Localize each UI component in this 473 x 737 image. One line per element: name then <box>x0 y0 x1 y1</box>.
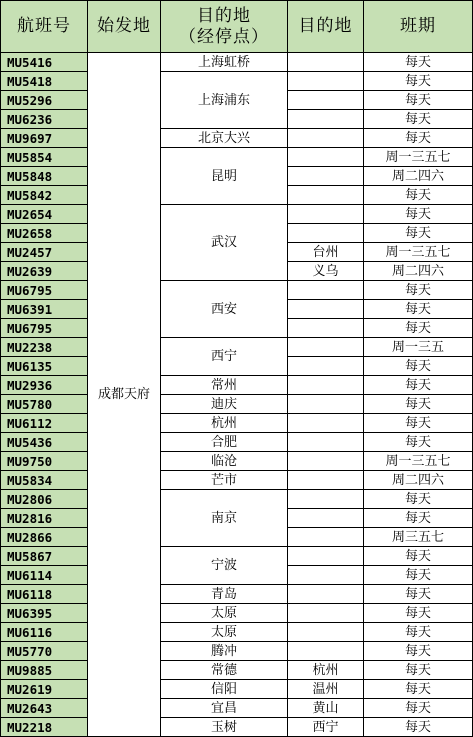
table-row <box>1 376 473 395</box>
final-destination-cell: 台州 <box>288 243 364 262</box>
final-destination-cell <box>288 338 364 357</box>
flight-number-cell: MU5867 <box>1 547 88 566</box>
final-destination-cell <box>288 433 364 452</box>
header-dest-via <box>161 1 288 53</box>
final-destination-cell: 杭州 <box>288 661 364 680</box>
final-destination-cell <box>288 224 364 243</box>
flight-number-cell: MU6116 <box>1 623 88 642</box>
flight-number-cell: MU6395 <box>1 604 88 623</box>
flight-number-cell: MU6236 <box>1 110 88 129</box>
schedule-cell: 每天 <box>364 300 473 319</box>
final-destination-cell <box>288 623 364 642</box>
schedule-cell: 周二四六 <box>364 167 473 186</box>
via-destination-cell: 西宁 <box>161 338 288 376</box>
flight-number-cell: MU2866 <box>1 528 88 547</box>
final-destination-cell <box>288 452 364 471</box>
flight-number-cell: MU6135 <box>1 357 88 376</box>
table-row <box>1 585 473 604</box>
table-row <box>1 53 473 72</box>
schedule-cell: 每天 <box>364 642 473 661</box>
table-row <box>1 623 473 642</box>
table-row <box>1 490 473 509</box>
schedule-cell: 每天 <box>364 680 473 699</box>
schedule-cell: 每天 <box>364 376 473 395</box>
final-destination-cell <box>288 72 364 91</box>
schedule-cell: 每天 <box>364 357 473 376</box>
via-destination-cell: 昆明 <box>161 148 288 205</box>
flight-number-cell: MU2619 <box>1 680 88 699</box>
schedule-cell: 每天 <box>364 186 473 205</box>
final-destination-cell <box>288 509 364 528</box>
flight-number-cell: MU5436 <box>1 433 88 452</box>
flight-number-cell: MU5770 <box>1 642 88 661</box>
table-row <box>1 471 473 490</box>
table-row <box>1 547 473 566</box>
via-destination-cell: 临沧 <box>161 452 288 471</box>
schedule-cell: 每天 <box>364 547 473 566</box>
flight-number-cell: MU9885 <box>1 661 88 680</box>
via-destination-cell: 宁波 <box>161 547 288 585</box>
final-destination-cell <box>288 604 364 623</box>
flight-number-cell: MU2806 <box>1 490 88 509</box>
final-destination-cell <box>288 205 364 224</box>
schedule-cell: 每天 <box>364 91 473 110</box>
header-row <box>1 1 473 53</box>
table-row <box>1 414 473 433</box>
final-destination-cell <box>288 471 364 490</box>
schedule-cell: 每天 <box>364 395 473 414</box>
schedule-cell: 每天 <box>364 490 473 509</box>
schedule-cell: 周三五七 <box>364 528 473 547</box>
schedule-cell: 每天 <box>364 661 473 680</box>
final-destination-cell: 西宁 <box>288 718 364 737</box>
schedule-cell: 每天 <box>364 699 473 718</box>
final-destination-cell <box>288 167 364 186</box>
schedule-cell: 每天 <box>364 110 473 129</box>
final-destination-cell: 黄山 <box>288 699 364 718</box>
flight-number-cell: MU2658 <box>1 224 88 243</box>
header-dest-via-line1: 目的地 <box>197 5 251 26</box>
final-destination-cell <box>288 585 364 604</box>
schedule-cell: 每天 <box>364 433 473 452</box>
flight-number-cell: MU5296 <box>1 91 88 110</box>
final-destination-cell <box>288 300 364 319</box>
schedule-cell: 每天 <box>364 224 473 243</box>
via-destination-cell: 太原 <box>161 623 288 642</box>
flight-number-cell: MU2639 <box>1 262 88 281</box>
flight-number-cell: MU6112 <box>1 414 88 433</box>
via-destination-cell: 玉树 <box>161 718 288 737</box>
table-row <box>1 395 473 414</box>
table-row <box>1 699 473 718</box>
via-destination-cell: 信阳 <box>161 680 288 699</box>
flight-number-cell: MU2457 <box>1 243 88 262</box>
via-destination-cell: 南京 <box>161 490 288 547</box>
table-row <box>1 281 473 300</box>
via-destination-cell: 腾冲 <box>161 642 288 661</box>
flight-number-cell: MU6795 <box>1 319 88 338</box>
flight-number-cell: MU2643 <box>1 699 88 718</box>
flight-number-cell: MU5416 <box>1 53 88 72</box>
flight-number-cell: MU6391 <box>1 300 88 319</box>
flight-number-cell: MU2936 <box>1 376 88 395</box>
final-destination-cell <box>288 148 364 167</box>
table-row <box>1 642 473 661</box>
via-destination-cell: 常州 <box>161 376 288 395</box>
schedule-cell: 周一三五 <box>364 338 473 357</box>
schedule-cell: 每天 <box>364 319 473 338</box>
final-destination-cell <box>288 129 364 148</box>
schedule-cell: 周一三五七 <box>364 243 473 262</box>
via-destination-cell: 合肥 <box>161 433 288 452</box>
final-destination-cell <box>288 53 364 72</box>
final-destination-cell <box>288 281 364 300</box>
via-destination-cell: 北京大兴 <box>161 129 288 148</box>
flight-number-cell: MU6795 <box>1 281 88 300</box>
flight-number-cell: MU5848 <box>1 167 88 186</box>
schedule-cell: 每天 <box>364 718 473 737</box>
flight-number-cell: MU2218 <box>1 718 88 737</box>
final-destination-cell <box>288 186 364 205</box>
final-destination-cell <box>288 357 364 376</box>
origin-cell: 成都天府 <box>88 53 161 737</box>
via-destination-cell: 武汉 <box>161 205 288 281</box>
table-row <box>1 604 473 623</box>
table-row <box>1 680 473 699</box>
final-destination-cell <box>288 376 364 395</box>
via-destination-cell: 杭州 <box>161 414 288 433</box>
final-destination-cell <box>288 414 364 433</box>
table-row <box>1 72 473 91</box>
table-body <box>1 53 473 737</box>
final-destination-cell <box>288 566 364 585</box>
final-destination-cell <box>288 490 364 509</box>
via-destination-cell: 迪庆 <box>161 395 288 414</box>
schedule-cell: 周一三五七 <box>364 148 473 167</box>
final-destination-cell <box>288 319 364 338</box>
via-destination-cell: 太原 <box>161 604 288 623</box>
flight-number-cell: MU6114 <box>1 566 88 585</box>
via-destination-cell: 常德 <box>161 661 288 680</box>
schedule-cell: 周一三五七 <box>364 452 473 471</box>
flight-number-cell: MU9697 <box>1 129 88 148</box>
header-schedule: 班期 <box>364 1 473 53</box>
via-destination-cell: 西安 <box>161 281 288 338</box>
via-destination-cell: 芒市 <box>161 471 288 490</box>
table-row <box>1 661 473 680</box>
table-row <box>1 433 473 452</box>
final-destination-cell <box>288 528 364 547</box>
header-dest: 目的地 <box>288 1 364 53</box>
flight-number-cell: MU5842 <box>1 186 88 205</box>
final-destination-cell <box>288 547 364 566</box>
final-destination-cell <box>288 91 364 110</box>
schedule-cell: 周二四六 <box>364 471 473 490</box>
via-destination-cell: 上海虹桥 <box>161 53 288 72</box>
header-dest-via-line2: （经停点） <box>179 26 269 47</box>
schedule-cell: 每天 <box>364 281 473 300</box>
schedule-cell: 每天 <box>364 129 473 148</box>
schedule-cell: 每天 <box>364 566 473 585</box>
final-destination-cell <box>288 395 364 414</box>
flight-number-cell: MU9750 <box>1 452 88 471</box>
flight-number-cell: MU5834 <box>1 471 88 490</box>
flight-number-cell: MU5418 <box>1 72 88 91</box>
flight-number-cell: MU2238 <box>1 338 88 357</box>
schedule-cell: 每天 <box>364 72 473 91</box>
table-row <box>1 148 473 167</box>
final-destination-cell: 义乌 <box>288 262 364 281</box>
table-row <box>1 718 473 737</box>
table-row <box>1 452 473 471</box>
schedule-cell: 每天 <box>364 53 473 72</box>
via-destination-cell: 上海浦东 <box>161 72 288 129</box>
schedule-cell: 每天 <box>364 604 473 623</box>
final-destination-cell <box>288 642 364 661</box>
schedule-cell: 每天 <box>364 414 473 433</box>
via-destination-cell: 青岛 <box>161 585 288 604</box>
flight-number-cell: MU2654 <box>1 205 88 224</box>
header-origin: 始发地 <box>88 1 161 53</box>
schedule-cell: 周二四六 <box>364 262 473 281</box>
schedule-cell: 每天 <box>364 205 473 224</box>
schedule-cell: 每天 <box>364 585 473 604</box>
schedule-cell: 每天 <box>364 509 473 528</box>
flight-number-cell: MU5854 <box>1 148 88 167</box>
table-row <box>1 338 473 357</box>
final-destination-cell: 温州 <box>288 680 364 699</box>
table-row <box>1 205 473 224</box>
flight-number-cell: MU5780 <box>1 395 88 414</box>
via-destination-cell: 宜昌 <box>161 699 288 718</box>
final-destination-cell <box>288 110 364 129</box>
table-row <box>1 129 473 148</box>
flight-number-cell: MU6118 <box>1 585 88 604</box>
schedule-cell: 每天 <box>364 623 473 642</box>
flight-number-cell: MU2816 <box>1 509 88 528</box>
header-flight-no: 航班号 <box>1 1 88 53</box>
